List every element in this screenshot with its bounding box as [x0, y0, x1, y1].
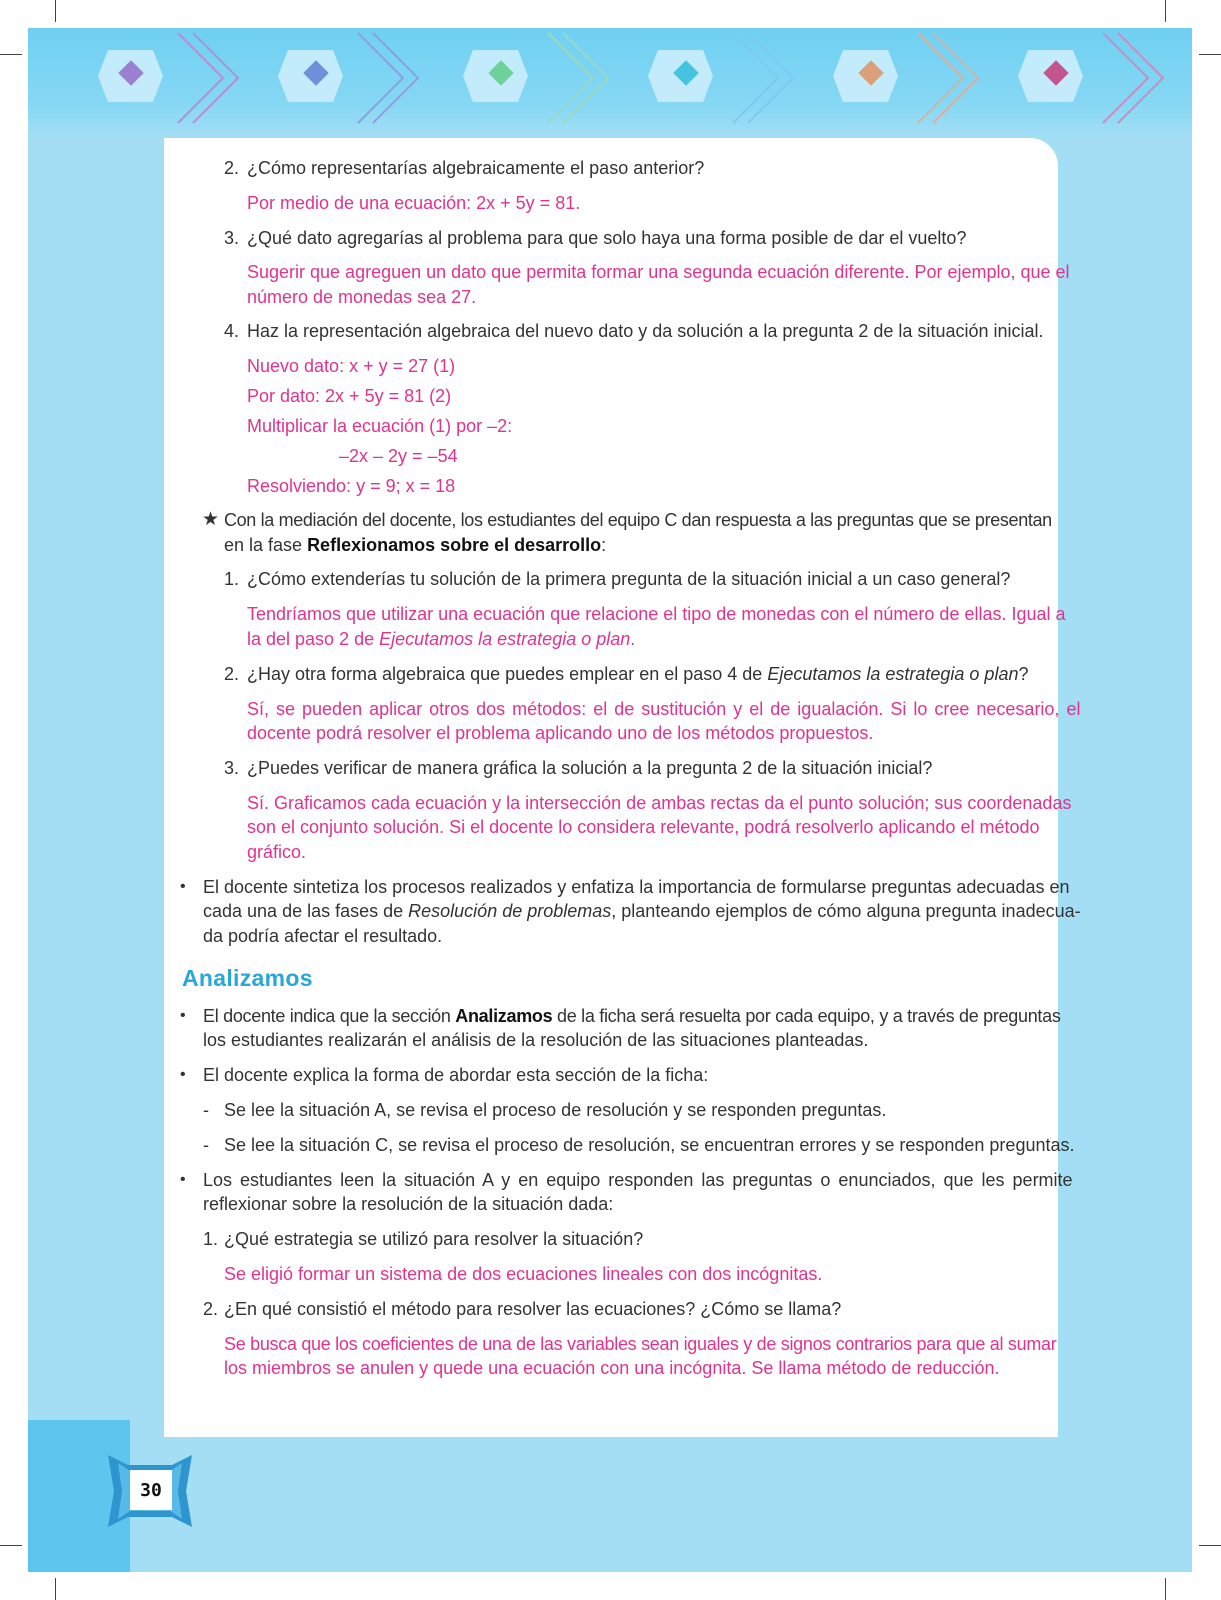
answer-text: Nuevo dato: x + y = 27 (1): [247, 356, 456, 376]
answer-text: Sugerir que agreguen un dato que permita formar una segunda ecuación diferente. Por ejemplo, que el: [247, 262, 1070, 282]
crop-mark: [1199, 1545, 1221, 1546]
paragraph-text-part: de la ficha será resuelta por cada equipo, y a través de preguntas: [552, 1006, 1061, 1026]
bullet-marker: •: [180, 1007, 186, 1024]
paragraph-text: El docente explica la forma de abordar esta sección de la ficha:: [203, 1065, 709, 1085]
question-text: Haz la representación algebraica del nuevo dato y da solución a la pregunta 2 de la situación inicial.: [247, 321, 1044, 341]
question-text: ¿En qué consistió el método para resolver las ecuaciones? ¿Cómo se llama?: [224, 1299, 842, 1319]
question-text-italic: Ejecutamos la estrategia o plan: [767, 664, 1019, 684]
instruction-text-part: en la fase: [224, 535, 308, 555]
paragraph-text: Los estudiantes leen la situación A y en equipo responden las preguntas o enunciados, que les permite: [203, 1170, 1073, 1190]
list-text: Se lee la situación C, se revisa el proceso de resolución, se encuentran errores y se responden preguntas.: [224, 1135, 1075, 1155]
section-name: Analizamos: [455, 1006, 553, 1026]
bullet-marker: •: [180, 878, 186, 895]
answer-text: número de monedas sea 27.: [247, 287, 477, 307]
crop-mark: [1165, 1578, 1166, 1600]
answer-text: Se busca que los coeficientes de una de las variables sean iguales y de signos contrarios para que al sumar: [224, 1334, 1057, 1354]
item-number: 4.: [224, 321, 240, 341]
phase-name: Reflexionamos sobre el desarrollo: [307, 535, 602, 555]
question-text: [247, 662, 1028, 686]
item-number: 1.: [224, 569, 240, 589]
dash-marker: -: [203, 1100, 209, 1120]
dash-marker: -: [203, 1135, 209, 1155]
paragraph-text: reflexionar sobre la resolución de la situación dada:: [203, 1194, 614, 1214]
answer-text: docente podrá resolver el problema aplicando uno de los métodos propuestos.: [247, 723, 874, 743]
answer-text: Resolviendo: y = 9; x = 18: [247, 476, 456, 496]
paragraph-text: [203, 1004, 1061, 1028]
answer-text: son el conjunto solución. Si el docente lo considera relevante, podrá resolverlo aplicando el método: [247, 817, 1040, 837]
crop-mark: [1199, 54, 1221, 55]
answer-text: gráfico.: [247, 842, 307, 862]
answer-text-part: la del paso 2 de: [247, 629, 380, 649]
answer-text: Tendríamos que utilizar una ecuación que relacione el tipo de monedas con el número de ellas. Igual a: [247, 604, 1066, 624]
answer-text: –2x – 2y = –54: [339, 446, 458, 466]
question-text: ¿Cómo extenderías tu solución de la primera pregunta de la situación inicial a un caso general?: [247, 569, 1011, 589]
section-heading: Analizamos: [182, 965, 313, 991]
bullet-marker: •: [180, 1066, 186, 1083]
answer-text: Sí. Graficamos cada ecuación y la intersección de ambas rectas da el punto solución; sus coordenadas: [247, 793, 1072, 813]
question-text-part: ?: [1018, 664, 1029, 684]
question-text: ¿Puedes verificar de manera gráfica la solución a la pregunta 2 de la situación inicial?: [247, 758, 933, 778]
answer-text: los miembros se anulen y quede una ecuación con una incógnita. Se llama método de reducción.: [224, 1358, 1000, 1378]
answer-text: Se eligió formar un sistema de dos ecuaciones lineales con dos incógnitas.: [224, 1264, 823, 1284]
answer-text: Sí, se pueden aplicar otros dos métodos: el de sustitución y el de igualación. Si lo cree necesario, el: [247, 699, 1081, 719]
answer-text-italic: Ejecutamos la estrategia o plan: [379, 629, 631, 649]
item-number: 1.: [203, 1229, 219, 1249]
paragraph-text: da podría afectar el resultado.: [203, 926, 443, 946]
instruction-text: [224, 533, 606, 557]
answer-text-part: .: [630, 629, 636, 649]
content-panel: [164, 138, 1081, 1437]
question-text-part: ¿Hay otra forma algebraica que puedes emplear en el paso 4 de: [247, 664, 768, 684]
instruction-text-part: :: [601, 535, 607, 555]
banner-pattern: [28, 28, 1192, 138]
bullet-marker: •: [180, 1171, 186, 1188]
item-number: 2.: [224, 664, 240, 684]
paragraph-text-part: El docente indica que la sección: [203, 1006, 456, 1026]
item-number: 3.: [224, 228, 240, 248]
list-text: Se lee la situación A, se revisa el proceso de resolución y se responden preguntas.: [224, 1100, 887, 1120]
item-number: 3.: [224, 758, 240, 778]
paragraph-text: El docente sintetiza los procesos realizados y enfatiza la importancia de formularse preguntas adecuadas en: [203, 877, 1070, 897]
crop-mark: [55, 1578, 56, 1600]
star-marker: ★: [202, 509, 220, 530]
decorative-banner: [28, 28, 1192, 138]
crop-mark: [1165, 0, 1166, 22]
paragraph-text-italic: Resolución de problemas: [408, 901, 612, 921]
instruction-text: Con la mediación del docente, los estudiantes del equipo C dan respuesta a las preguntas que se presentan: [224, 510, 1052, 530]
paragraph-text-part: , planteando ejemplos de cómo alguna pregunta inadecua-: [611, 901, 1081, 921]
crop-mark: [55, 0, 56, 22]
paragraph-text: [203, 899, 1081, 923]
crop-mark: [0, 54, 22, 55]
answer-text: [247, 627, 635, 651]
crop-mark: [0, 1545, 22, 1546]
question-text: ¿Cómo representarías algebraicamente el paso anterior?: [247, 158, 705, 178]
page-number: 30: [130, 1470, 172, 1510]
question-text: ¿Qué dato agregarías al problema para que solo haya una forma posible de dar el vuelto?: [247, 228, 967, 248]
answer-text: Por medio de una ecuación: 2x + 5y = 81.: [247, 193, 581, 213]
paragraph-text: los estudiantes realizarán el análisis de la resolución de las situaciones planteadas.: [203, 1030, 869, 1050]
paragraph-text-part: cada una de las fases de: [203, 901, 409, 921]
item-number: 2.: [224, 158, 240, 178]
item-number: 2.: [203, 1299, 219, 1319]
answer-text: Por dato: 2x + 5y = 81 (2): [247, 386, 452, 406]
question-text: ¿Qué estrategia se utilizó para resolver la situación?: [224, 1229, 644, 1249]
answer-text: Multiplicar la ecuación (1) por –2:: [247, 416, 513, 436]
